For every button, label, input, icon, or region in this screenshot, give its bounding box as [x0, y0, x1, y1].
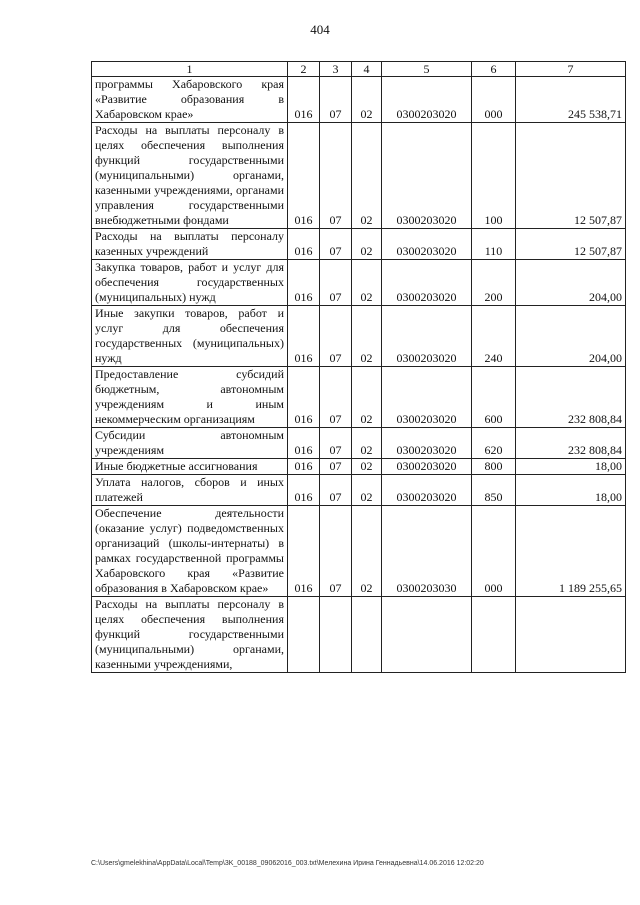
table-row	[92, 260, 626, 306]
header-cell: 7	[516, 62, 626, 77]
expense-type-code: 200	[472, 260, 516, 306]
amount: 245 538,71	[516, 77, 626, 123]
row-name: Предоставление субсидий бюджетным, автономным учреждениям и иным некоммерческим организациям	[92, 367, 288, 428]
row-name: Уплата налогов, сборов и иных платежей	[92, 475, 288, 506]
target-article-code: 0300203020	[382, 428, 472, 459]
target-article-code: 0300203020	[382, 260, 472, 306]
amount: 18,00	[516, 475, 626, 506]
ministry-code: 016	[288, 475, 320, 506]
table-row	[92, 77, 626, 123]
table-row	[92, 367, 626, 428]
table-row	[92, 428, 626, 459]
table-row	[92, 597, 626, 673]
page-number: 404	[310, 22, 330, 37]
section-code: 07	[320, 428, 352, 459]
row-name: Расходы на выплаты персоналу в целях обеспечения выполнения функций государственными (муниципальными) органами, казенными учреждениями, органами управления государственными внебюджетными фондами	[92, 123, 288, 229]
subsection-code: 02	[352, 428, 382, 459]
table-row	[92, 229, 626, 260]
ministry-code: 016	[288, 306, 320, 367]
header-cell: 2	[288, 62, 320, 77]
section-code: 07	[320, 306, 352, 367]
target-article-code: 0300203020	[382, 459, 472, 475]
subsection-code	[352, 597, 382, 673]
target-article-code	[382, 597, 472, 673]
amount: 204,00	[516, 260, 626, 306]
amount: 1 189 255,65	[516, 506, 626, 597]
section-code: 07	[320, 260, 352, 306]
section-code: 07	[320, 123, 352, 229]
ministry-code: 016	[288, 260, 320, 306]
table-row	[92, 475, 626, 506]
amount: 12 507,87	[516, 229, 626, 260]
ministry-code: 016	[288, 123, 320, 229]
section-code: 07	[320, 229, 352, 260]
subsection-code: 02	[352, 229, 382, 260]
table-row	[92, 306, 626, 367]
expense-type-code: 110	[472, 229, 516, 260]
table-row	[92, 506, 626, 597]
table-row	[92, 459, 626, 475]
header-cell: 1	[92, 62, 288, 77]
amount: 232 808,84	[516, 428, 626, 459]
row-name: Закупка товаров, работ и услуг для обеспечения государственных (муниципальных) нужд	[92, 260, 288, 306]
row-name: Иные бюджетные ассигнования	[92, 459, 288, 475]
section-code: 07	[320, 475, 352, 506]
target-article-code: 0300203030	[382, 506, 472, 597]
expense-type-code: 000	[472, 506, 516, 597]
header-cell: 5	[382, 62, 472, 77]
target-article-code: 0300203020	[382, 77, 472, 123]
target-article-code: 0300203020	[382, 306, 472, 367]
section-code: 07	[320, 367, 352, 428]
section-code: 07	[320, 506, 352, 597]
subsection-code: 02	[352, 77, 382, 123]
row-name: Расходы на выплаты персоналу в целях обеспечения выполнения функций государственными (муниципальными) органами, казенными учреждениями,	[92, 597, 288, 673]
amount: 232 808,84	[516, 367, 626, 428]
expense-type-code: 800	[472, 459, 516, 475]
row-name: Иные закупки товаров, работ и услуг для обеспечения государственных (муниципальных) нужд	[92, 306, 288, 367]
subsection-code: 02	[352, 506, 382, 597]
ministry-code: 016	[288, 506, 320, 597]
expense-type-code: 620	[472, 428, 516, 459]
table-row	[92, 123, 626, 229]
target-article-code: 0300203020	[382, 123, 472, 229]
subsection-code: 02	[352, 260, 382, 306]
expense-type-code: 850	[472, 475, 516, 506]
target-article-code: 0300203020	[382, 229, 472, 260]
ministry-code: 016	[288, 77, 320, 123]
subsection-code: 02	[352, 459, 382, 475]
subsection-code: 02	[352, 306, 382, 367]
ministry-code	[288, 597, 320, 673]
row-name: Субсидии автономным учреждениям	[92, 428, 288, 459]
budget-table	[91, 61, 626, 673]
expense-type-code: 600	[472, 367, 516, 428]
section-code: 07	[320, 459, 352, 475]
section-code	[320, 597, 352, 673]
row-name: Обеспечение деятельности (оказание услуг) подведомственных организаций (школы-интернаты) в рамках государственной программы Хабаровского края «Развитие образования в Хабаровском крае»	[92, 506, 288, 597]
header-cell: 4	[352, 62, 382, 77]
target-article-code: 0300203020	[382, 367, 472, 428]
section-code: 07	[320, 77, 352, 123]
expense-type-code: 240	[472, 306, 516, 367]
header-cell: 3	[320, 62, 352, 77]
amount: 204,00	[516, 306, 626, 367]
header-cell: 6	[472, 62, 516, 77]
ministry-code: 016	[288, 459, 320, 475]
row-name: программы Хабаровского края «Развитие образования в Хабаровском крае»	[92, 77, 288, 123]
amount: 18,00	[516, 459, 626, 475]
expense-type-code: 100	[472, 123, 516, 229]
amount	[516, 597, 626, 673]
subsection-code: 02	[352, 367, 382, 428]
target-article-code: 0300203020	[382, 475, 472, 506]
expense-type-code: 000	[472, 77, 516, 123]
header-row	[92, 62, 626, 77]
subsection-code: 02	[352, 123, 382, 229]
amount: 12 507,87	[516, 123, 626, 229]
ministry-code: 016	[288, 229, 320, 260]
ministry-code: 016	[288, 428, 320, 459]
expense-type-code	[472, 597, 516, 673]
row-name: Расходы на выплаты персоналу казенных учреждений	[92, 229, 288, 260]
footer-file-path: C:\Users\gmelekhina\AppData\Local\Temp\3K_00188_09062016_003.txt\Мелехина Ирина Геннадьевна\14.06.2016 12:02:20	[91, 860, 484, 867]
subsection-code: 02	[352, 475, 382, 506]
ministry-code: 016	[288, 367, 320, 428]
